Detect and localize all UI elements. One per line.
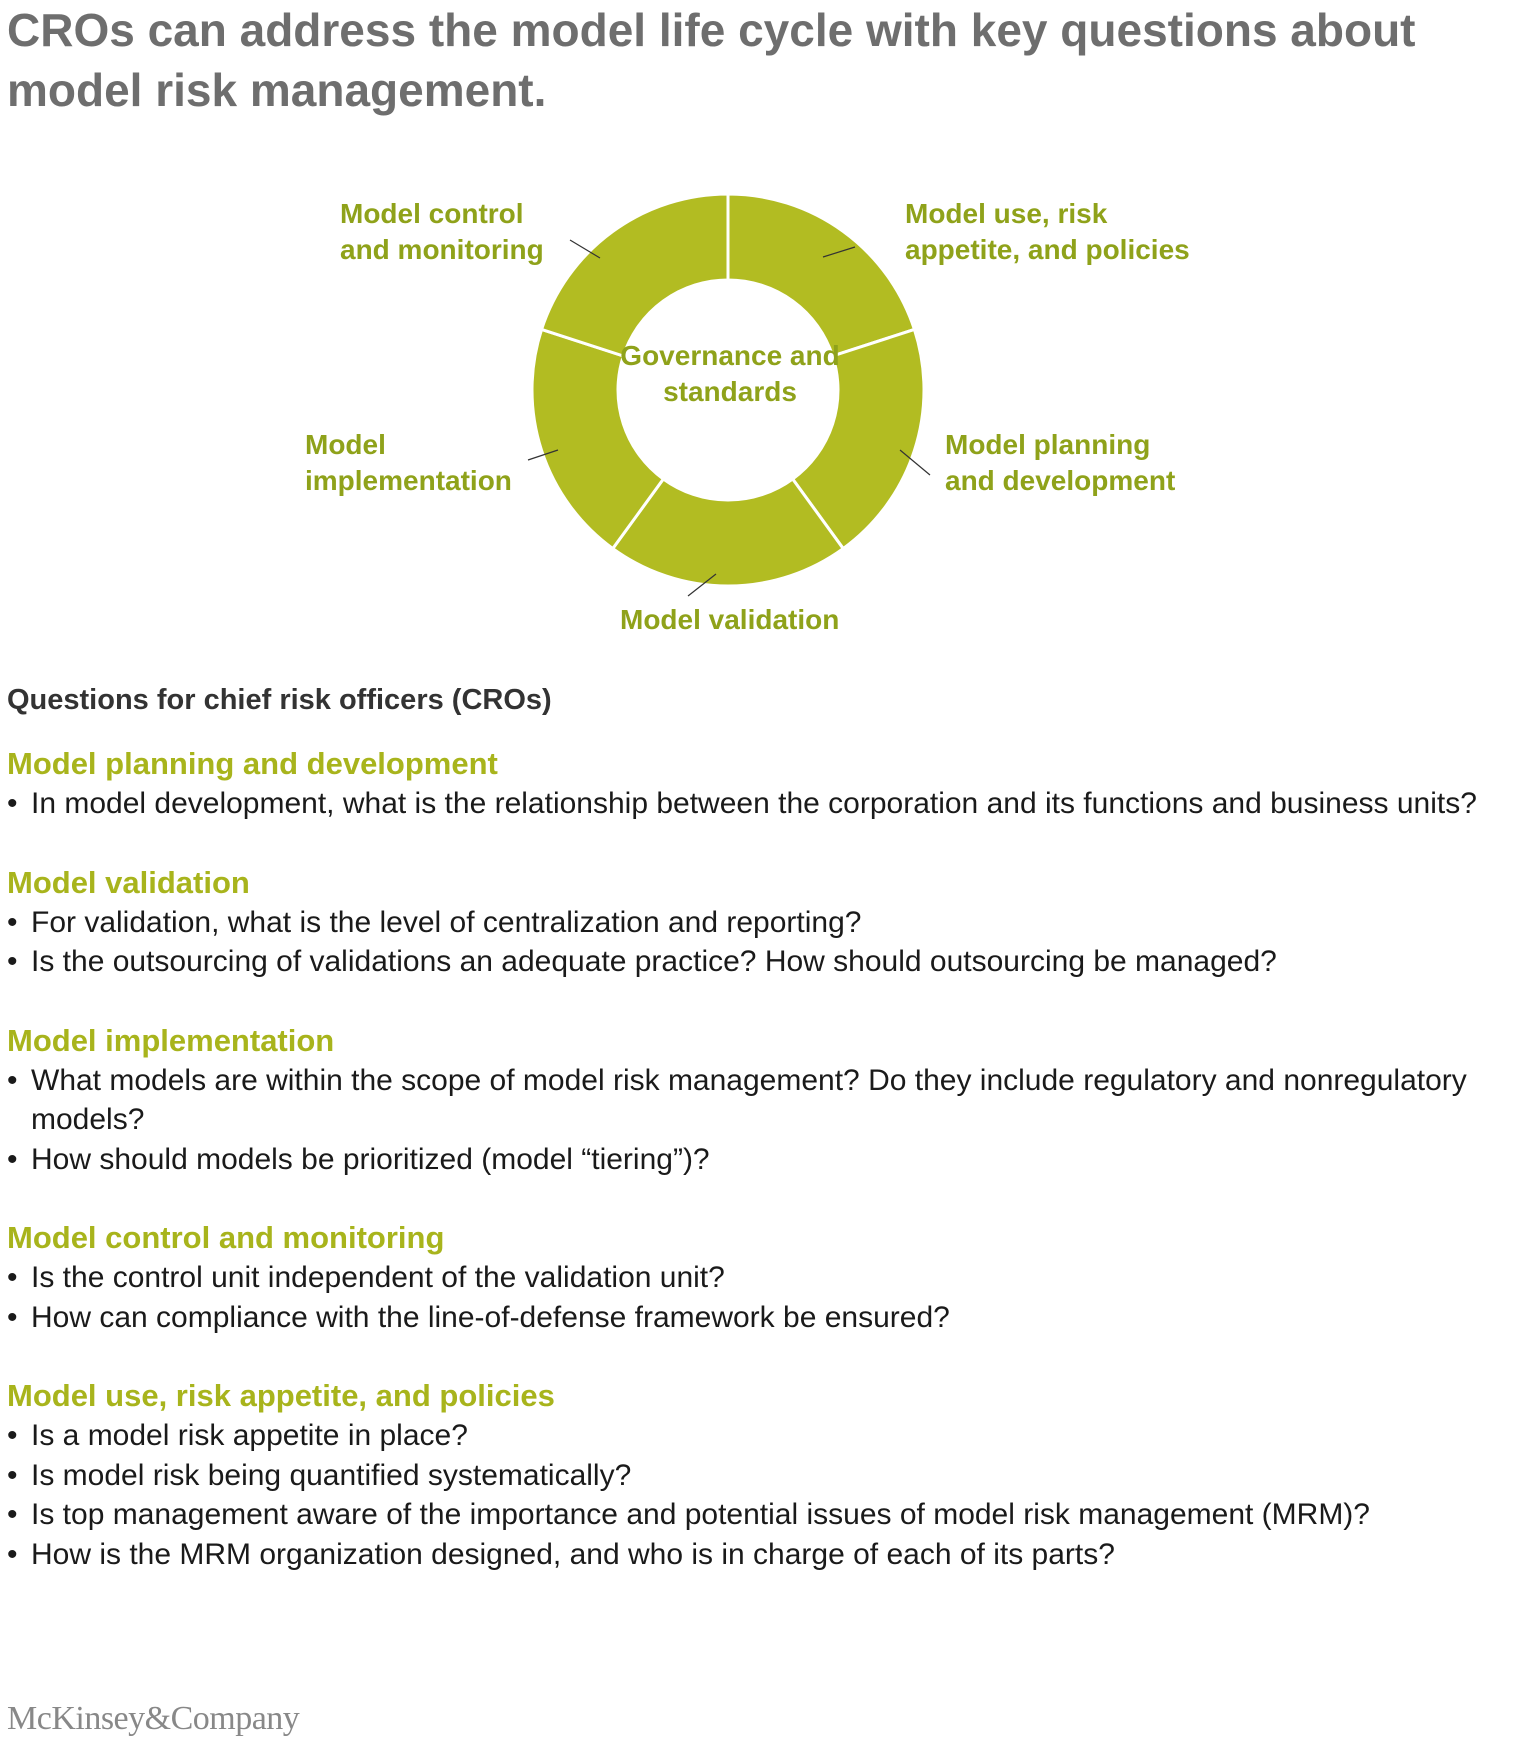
section-title: Model use, risk appetite, and policies bbox=[7, 1378, 555, 1413]
question-item: • In model development, what is the relationship between the corporation and its functions and business units? bbox=[7, 784, 1527, 824]
questions-sections bbox=[7, 744, 1527, 1574]
segment-label-control: Model control and monitoring bbox=[340, 198, 544, 265]
center-label-governance: Governance and standards bbox=[620, 340, 840, 407]
question-item: • Is model risk being quantified systematically? bbox=[7, 1456, 1527, 1496]
question-item: • Is the control unit independent of the validation unit? bbox=[7, 1258, 1527, 1298]
question-list bbox=[7, 903, 1527, 982]
question-section bbox=[7, 1021, 1527, 1180]
segment-label-use: Model use, risk appetite, and policies bbox=[905, 198, 1190, 265]
question-list bbox=[7, 1416, 1527, 1574]
mckinsey-logo: McKinsey&Company bbox=[7, 1700, 300, 1737]
section-title: Model control and monitoring bbox=[7, 1220, 445, 1255]
section-title: Model planning and development bbox=[7, 746, 498, 781]
page-title: CROs can address the model life cycle with key questions about model risk management. bbox=[7, 4, 1416, 116]
question-item: • Is top management aware of the importance and potential issues of model risk management (MRM)? bbox=[7, 1495, 1527, 1535]
question-list bbox=[7, 1258, 1527, 1337]
question-item: • What models are within the scope of model risk management? Do they include regulatory and nonregulatory models? bbox=[7, 1061, 1527, 1140]
section-title: Model implementation bbox=[7, 1022, 335, 1058]
question-item: • How can compliance with the line-of-defense framework be ensured? bbox=[7, 1298, 1527, 1338]
question-list bbox=[7, 1061, 1527, 1180]
question-item: • How should models be prioritized (model “tiering”)? bbox=[7, 1140, 1527, 1180]
segment-label-validation: Model validation bbox=[620, 604, 840, 635]
question-section bbox=[7, 863, 1527, 982]
questions-panel bbox=[7, 680, 1527, 1613]
segment-label-implementation: Model implementation bbox=[305, 429, 512, 496]
question-list bbox=[7, 784, 1527, 824]
donut-segment-control bbox=[542, 194, 728, 356]
question-section bbox=[7, 1376, 1527, 1574]
donut-segment-use bbox=[728, 194, 914, 356]
lifecycle-donut bbox=[0, 150, 1536, 670]
segment-label-planning: Model planning and development bbox=[945, 429, 1176, 496]
question-section bbox=[7, 1218, 1527, 1337]
model-lifecycle-diagram bbox=[0, 150, 1536, 670]
question-item: • Is the outsourcing of validations an adequate practice? How should outsourcing be managed? bbox=[7, 942, 1527, 982]
section-title: Model validation bbox=[7, 864, 250, 900]
question-section bbox=[7, 744, 1527, 824]
question-item: • How is the MRM organization designed, and who is in charge of each of its parts? bbox=[7, 1535, 1527, 1575]
questions-heading: Questions for chief risk officers (CROs) bbox=[7, 684, 552, 716]
question-item: • Is a model risk appetite in place? bbox=[7, 1416, 1527, 1456]
question-item: • For validation, what is the level of centralization and reporting? bbox=[7, 903, 1527, 943]
